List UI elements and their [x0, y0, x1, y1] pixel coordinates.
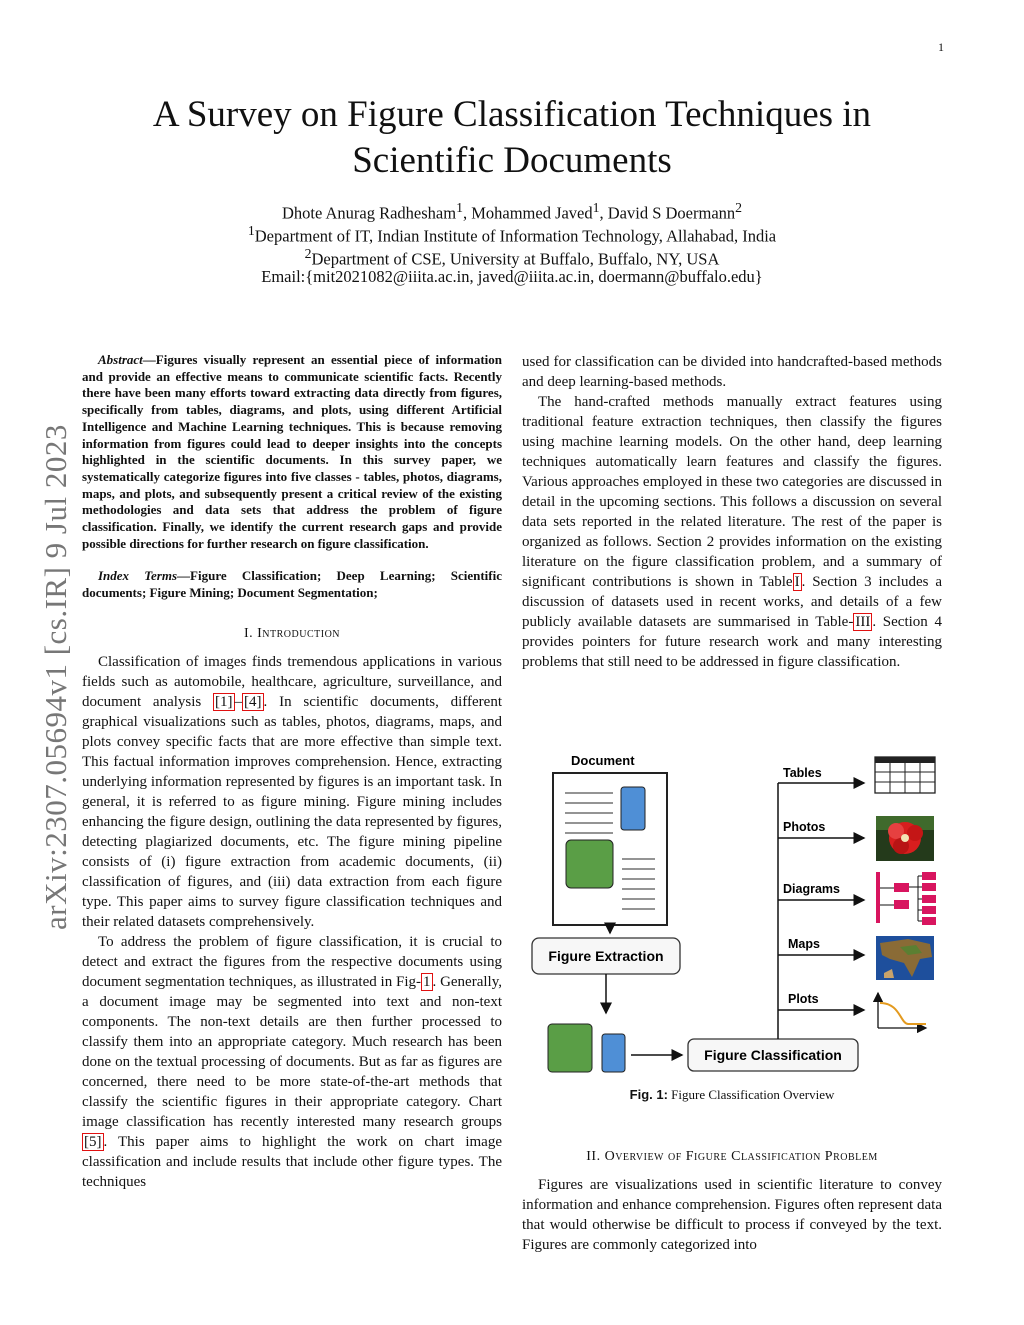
author-name: Mohammed Javed [471, 203, 593, 223]
section-2 [522, 1147, 942, 1255]
extracted-green-figure-icon [548, 1024, 592, 1072]
table-link[interactable]: III [855, 614, 871, 630]
figure-classification-label: Figure Classification [704, 1047, 842, 1063]
category-label-tables: Tables [783, 766, 822, 780]
figure-link[interactable]: 1 [423, 973, 431, 990]
text-run: To address the problem of figure classification, it is crucial to detect and extract the figures from the respective documents using document segmentation techniques, as illustrated in Fig- [82, 933, 502, 990]
arxiv-stamp: arXiv:2307.05694v1 [cs.IR] 9 Jul 2023 [38, 424, 73, 930]
section-2-paragraph-1: Figures are visualizations used in scientific literature to convey information and enhance comprehension. Figures often represent data that would otherwise be difficult to process if conveyed by the text. Figures are commonly categorized into [522, 1177, 942, 1253]
title-line-1: A Survey on Figure Classification Techniques in [152, 94, 872, 135]
map-icon [876, 936, 934, 980]
category-label-maps: Maps [788, 937, 820, 951]
email-line: Email:{mit2021082@iiita.ac.in, javed@iiita.ac.in, doermann@buffalo.edu} [261, 267, 763, 286]
text-run: – [234, 693, 243, 710]
affiliation-sup: 2 [304, 246, 312, 261]
left-column [82, 352, 502, 1192]
affiliation-sup: 1 [247, 223, 255, 238]
citation-link[interactable]: [5] [84, 1133, 102, 1150]
author-affiliation-sup: 2 [735, 200, 743, 215]
index-terms-label: Index Terms [98, 568, 178, 584]
figure-caption-text: Figure Classification Overview [667, 1087, 835, 1102]
title-line-2: Scientific Documents [352, 140, 672, 181]
section-number: I. [243, 625, 254, 641]
section-heading-introduction [82, 624, 502, 644]
table-icon [875, 757, 935, 793]
table-link[interactable]: I [794, 574, 800, 590]
text-run: . Generally, a document image may be segmented into text and non-text components. The non-text details are then further processed to classify them into an appropriate category. Much research has been done on the textual processing of documents. But as far as figures are concerned, there need to be more state-of-the-art methods that classify the scientific figures in their appropriate category. Chart image classification has recently interested many research groups [82, 973, 502, 1130]
text-run: Classification of images finds tremendous applications in various fields such as automobile, healthcare, agriculture, surveillance, and document analysis [82, 653, 502, 710]
photo-flower-icon [876, 816, 934, 861]
author-name: Dhote Anurag Radhesham [281, 203, 457, 223]
index-terms-text: —Figure Classification; Deep Learning; Scientific documents; Figure Mining; Document Segmentation; [82, 568, 503, 601]
affiliation-text: Department of CSE, University at Buffalo, Buffalo, NY, USA [311, 249, 720, 269]
author-list: Dhote Anurag Radhesham$^1$, Mohammed Javed$^1$, David S Doermann$^2$ [281, 200, 743, 223]
blue-figure-block-icon [621, 787, 645, 830]
page-number: 1 [938, 40, 944, 54]
right-paragraph-continued: used for classification can be divided into handcrafted-based methods and deep learning-based methods. [522, 354, 942, 390]
category-label-photos: Photos [783, 820, 826, 834]
citation-link[interactable]: [1] [215, 693, 233, 710]
category-label-plots: Plots [788, 992, 819, 1006]
abstract [82, 352, 502, 552]
section-title: Introduction [257, 625, 341, 641]
right-column [522, 352, 942, 672]
document-label: Document [571, 753, 635, 768]
figure-extraction-label: Figure Extraction [548, 948, 664, 964]
abstract-text: —Figures visually represent an essential piece of information and provide an effective means to communicate scientific facts. Recently there have been many efforts toward extracting data directly from figures, specifically from tables, diagrams, and plots, using different Artificial Intelligence and Machine Learning techniques. This is because removing information from figures could lead to deeper insights into the concepts highlighted in the scientific documents. In this survey paper, we systematically categorize figures into five classes - tables, photos, diagrams, maps, and plots, and subsequently present a critical review of the existing methodologies and data sets that address the problem of figure classification. Finally, we identify the current research gaps and provide possible directions for further research on figure classification. [82, 352, 502, 551]
intro-paragraph-2 [82, 932, 502, 1192]
figure-classification-overview [528, 745, 948, 1085]
text-run: . Section 4 provides pointers for future research work and many interesting problems that still need to be addressed in figure classification. [522, 614, 942, 670]
category-branches [778, 766, 864, 1010]
category-label-diagrams: Diagrams [783, 882, 840, 896]
diagram-tree-icon [876, 872, 936, 925]
citation-link[interactable]: [4] [244, 693, 262, 710]
abstract-label: Abstract [98, 352, 143, 367]
figure-caption-label: Fig. 1: [629, 1087, 668, 1102]
right-paragraph-2 [522, 392, 942, 672]
index-terms [82, 568, 502, 601]
paper-title [0, 92, 1024, 184]
text-run: . Section 3 includes a discussion of datasets used in recent works, and details of a few publicly available datasets are summarised in Table- [522, 574, 943, 630]
author-affiliation-sup: 1 [456, 200, 463, 215]
author-name: David S Doermann [607, 203, 736, 223]
section-number: II. [586, 1149, 601, 1164]
green-figure-block-icon [566, 840, 613, 888]
text-run: The hand-crafted methods manually extract features using traditional feature extraction techniques, then classify the figures using machine learning models. On the other hand, deep learning techniques automatically learn features and classify the figures. Various approaches employed in these two categories are discussed in detail in the upcoming sections. This follows a discussion on several data sets reported in the related literature. The rest of the paper is organized as follows. Section 2 provides information on the existing literature on the figure classification problem, and a summary of significant contributions is shown in Table [522, 394, 942, 590]
author-affiliation-sup: 1 [592, 200, 600, 215]
section-heading-overview [522, 1147, 942, 1167]
plot-icon [878, 993, 926, 1028]
affiliation-text: Department of IT, Indian Institute of Information Technology, Allahabad, India [254, 226, 777, 246]
figure-caption [522, 1087, 942, 1103]
extracted-blue-figure-icon [602, 1034, 625, 1072]
intro-paragraph-1 [82, 652, 502, 932]
text-run: . This paper aims to highlight the work on chart image classification and include results that include other figure types. The techniques [82, 1133, 502, 1190]
text-run: . In scientific documents, different graphical visualizations such as tables, photos, diagrams, maps, and plots convey specific facts that are more effective than simple text. This factual information improves comprehension. Hence, extracting underlying information represented by figures is an important task. In general, it is referred to as figure mining. Figure mining includes enhancing the figure design, outlining the data represented by figures, detecting plagiarized documents, etc. The figure mining pipeline consists of (i) figure extraction from academic documents, (ii) classification of figures, and (iii) data extraction from each figure type. This paper aims to survey figure classification techniques and their related datasets comprehensively. [82, 693, 502, 930]
section-title: Overview of Figure Classification Problem [604, 1149, 878, 1164]
